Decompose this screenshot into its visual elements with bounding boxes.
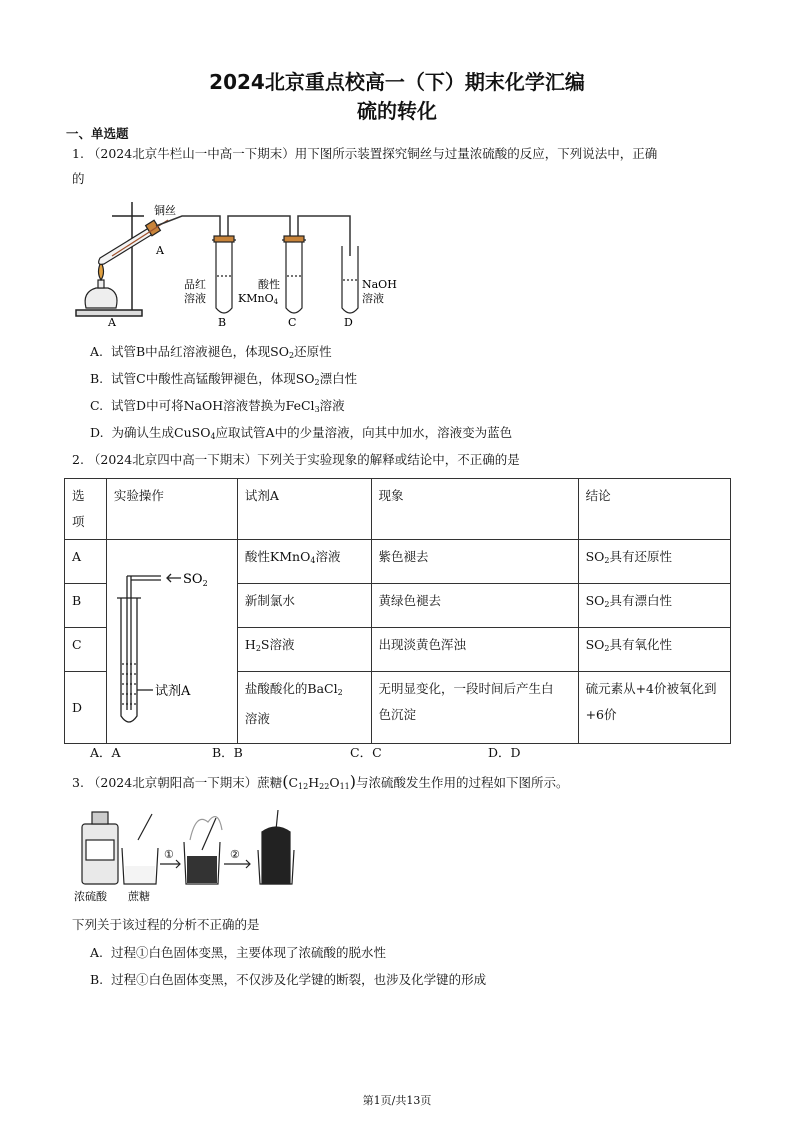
alcohol-lamp (85, 262, 117, 308)
step-arrow-1 (160, 860, 180, 868)
q1-stem-line1: 1. （2024北京牛栏山一中高一下期末）用下图所示装置探究铜丝与过量浓硫酸的反应，下列说法中，正确 (72, 146, 658, 161)
page-footer: 第1页/共13页 (362, 1094, 432, 1107)
label-naoh-solution: 溶液 (362, 292, 384, 305)
acid-bottle (82, 812, 118, 884)
q1-option-b[interactable]: B. 试管C中酸性高锰酸钾褪色，体现$SO_2$漂白性 (90, 371, 358, 387)
q3-process-figure (72, 800, 332, 904)
q1-option-c[interactable]: C. 试管D中可将NaOH溶液替换为FeCl$_3$溶液 (90, 398, 345, 414)
step-arrow-2 (224, 860, 250, 868)
label-step-2: ② (230, 848, 240, 861)
sugar-beaker (122, 814, 158, 884)
header-reagent: 试剂A (237, 479, 371, 540)
q2-answer-a[interactable]: A．A (90, 745, 121, 760)
label-kmno4: KMnO4 (238, 292, 279, 306)
label-pinhong-2: 溶液 (184, 292, 206, 305)
label-reagent-a: 试剂A (154, 684, 191, 699)
operation-figure-cell (106, 540, 237, 744)
q2-table (64, 478, 731, 744)
q2-answer-c[interactable]: C．C (350, 745, 382, 760)
test-tube-a (99, 220, 161, 264)
label-copper-wire: 铜丝 (154, 204, 176, 217)
caption-c: C (288, 316, 297, 329)
q3-stem: 3. （2024北京朝阳高一下期末）蔗糖$(C_{12}H_{22}O_{11})$与浓硫酸发生作用的过程如下图所示。 (72, 772, 569, 791)
header-phenomenon: 现象 (371, 479, 578, 540)
caption-b: B (218, 316, 227, 329)
header-conclusion: 结论 (578, 479, 730, 540)
q1-option-d[interactable]: D. 为确认生成CuSO$_4$应取试管A中的少量溶液，向其中加水，溶液变为蓝色 (90, 425, 513, 441)
q1-apparatus-figure (72, 196, 412, 332)
black-beaker-1 (184, 817, 222, 884)
tube-b (212, 236, 236, 313)
q1-stem-line2: 的 (72, 171, 85, 186)
q1-option-a[interactable]: A. 试管B中品红溶液褪色，体现$SO_2$还原性 (90, 344, 332, 360)
caption-a: A (108, 316, 116, 329)
table-header-row (65, 479, 731, 540)
label-tube-a: A (156, 244, 164, 257)
header-option: 选 项 (65, 479, 107, 540)
label-naoh: NaOH (362, 278, 397, 291)
label-so2: $SO_2$ (182, 572, 208, 588)
label-step-1: ① (164, 848, 174, 861)
document-subtitle: 硫的转化 (357, 99, 437, 123)
label-conc-acid: 浓硫酸 (74, 890, 107, 903)
arrow-icon (167, 574, 181, 582)
q3-option-a[interactable]: A. 过程①白色固体变黑，主要体现了浓硫酸的脱水性 (90, 945, 386, 960)
q2-answer-d[interactable]: D．D (488, 745, 521, 760)
label-sucrose: 蔗糖 (128, 890, 150, 903)
label-pinhong-1: 品红 (184, 278, 206, 291)
table-row: A $SO_2$ 试剂A 酸性KMnO$_4$溶液 紫色褪去 $SO_2$具有还原性 (65, 540, 731, 584)
q3-question: 下列关于该过程的分析不正确的是 (72, 917, 260, 932)
table-row: C $H_2S$溶液 出现淡黄色浑浊 $SO_2$具有氧化性 (65, 628, 731, 672)
table-row: D 盐酸酸化的BaCl$_2$ 溶液 无明显变化，一段时间后产生白 色沉淀 硫元素从+4价被氧化到 +6价 (65, 672, 731, 744)
inlet-tube-top (127, 576, 161, 580)
tube-d (342, 246, 358, 313)
table-row: B 新制氯水 黄绿色褪去 $SO_2$具有漂白性 (65, 584, 731, 628)
label-acidic: 酸性 (258, 278, 280, 291)
header-operation: 实验操作 (106, 479, 237, 540)
q2-answer-b[interactable]: B．B (212, 745, 243, 760)
so2-apparatus-figure (107, 540, 237, 732)
q2-stem: 2. （2024北京四中高一下期末）下列关于实验现象的解释或结论中，不正确的是 (72, 452, 520, 467)
q3-option-b[interactable]: B. 过程①白色固体变黑，不仅涉及化学键的断裂，也涉及化学键的形成 (90, 972, 487, 987)
connecting-tubes (156, 216, 350, 256)
black-column-beaker (258, 810, 294, 884)
section-heading: 一、单选题 (66, 126, 129, 141)
document-title: 2024北京重点校高一（下）期末化学汇编 (209, 70, 585, 94)
caption-d: D (344, 316, 353, 329)
tube-c (282, 236, 306, 313)
